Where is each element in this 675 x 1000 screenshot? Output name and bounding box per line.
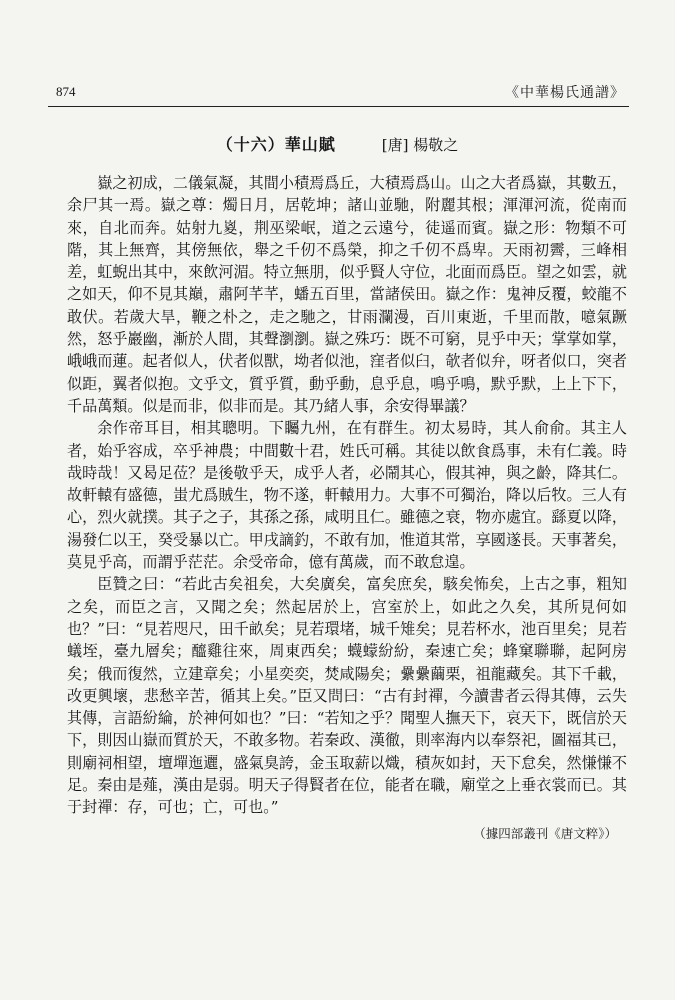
article-title: （十六）華山賦 bbox=[216, 135, 336, 154]
body-text bbox=[67, 172, 627, 819]
page-number: 874 bbox=[56, 84, 76, 99]
article-author: [唐] 楊敬之 bbox=[381, 136, 459, 154]
running-head: 《中華楊氏通譜》 bbox=[505, 85, 625, 101]
paragraph: 余作帝耳目，相其聰明。下矚九州，在有群生。初太易時，其人俞俞。其主人者，始乎容成，卒乎神農；中間數十君，姓氏可稱。其徒以飲食爲事，未有仁義。時哉時哉！又曷足莅？是後敬乎天，成乎人者，必鬧其心，假其神，與之齡，降其仁。故軒轅有盛德，蚩尤爲賊生，物不遂，軒轅用力。大事不可獨治，降以后牧。三人有心，烈火就撲。其子之子，其孫之孫，咸明且仁。雖德之衰，物亦處宜。繇夏以降，湯發仁以王，癸受暴以亡。甲戌謫釣，不敢有加，惟道其常，享國遂長。天事著矣，莫見乎高，而謂乎茫茫。余受帝命，億有萬歲，而不敢怠遑。 bbox=[67, 419, 627, 572]
header-rule bbox=[48, 106, 629, 107]
title-line bbox=[0, 132, 675, 155]
paragraph: 嶽之初成，二儀氣凝，其間小積焉爲丘，大積焉爲山。山之大者爲嶽，其數五，余尸其一焉。嶽之尊：燭日月，居乾坤；諸山並馳，附麗其根；渾渾河流，從南而來，自北而奔。姑射九嵏，荆巫梁岷，道之云遠兮，徒遥而賓。嶽之形：物類不可階，其上無齊，其傍無依，舉之千仞不爲榮，抑之千仞不爲卑。天雨初霽，三峰相差，虹蜺出其中，來飲河湄。特立無朋，似乎賢人守位，北面而爲臣。望之如雲，就之如天，仰不見其巔，肅阿芊芊，蟠五百里，當諸侯田。嶽之作：鬼神反覆，蛟龍不敢伏。若歲大旱，鞭之朴之，走之馳之，甘雨瀾漫，百川東逝，千里而散，噫氣蹶然，怒乎巖幽，漸於人間，其聲瀏瀏。嶽之殊巧：既不可窮，見乎中天；掌掌如掌，峨峨而蓮。起者似人，伏者似獸，坳者似池，窪者似臼，欹者似弁，呀者似口，突者似距，翼者似抱。文乎文，質乎質，動乎動，息乎息，鳴乎鳴，默乎默，上上下下，千品萬類。似是而非，似非而是。其乃緒人事，余安得畢議？ bbox=[67, 174, 627, 415]
paragraph: 臣贊之曰：“若此古矣祖矣，大矣廣矣，富矣庶矣，駭矣怖矣，上古之事，粗知之矣，而臣之言，又聞之矣；然起居於上，宫室於上，如此之久矣，其所見何如也？”曰：“見若咫尺，田千畝矣；見若環堵，城千雉矣；見若杯水，池百里矣；見若蟻垤，臺九層矣；醯雞往來，周東西矣；蠛蠓紛紛，秦速亡矣；蜂窠聯聯，起阿房矣；俄而復然，立建章矣；小星奕奕，焚咸陽矣；纍纍繭栗，祖龍藏矣。其下千載，改更興壞，悲愁辛苦，循其上矣。”臣又問曰：“古有封禪，今讀書者云得其傳，云失其傳，言語紛綸，於神何如也？”曰：“若知之乎？聞聖人撫天下，哀天下，既信於天下，則因山嶽而質於天，不敢多物。若秦政、漢徹，則率海内以奉祭祀，圖福其已，則廟祠相望，壇墠迤邐，盛氣臭誇，金玉取薪以熾，積灰如封，天下怠矣，然慊慊不足。秦由是薤，漢由是弱。明天子得賢者在位，能者在職，廟堂之上垂衣裳而已。其于封禪：存，可也；亡，可也。” bbox=[67, 575, 627, 817]
source-note: （據四部叢刊《唐文粹》） bbox=[473, 826, 617, 841]
